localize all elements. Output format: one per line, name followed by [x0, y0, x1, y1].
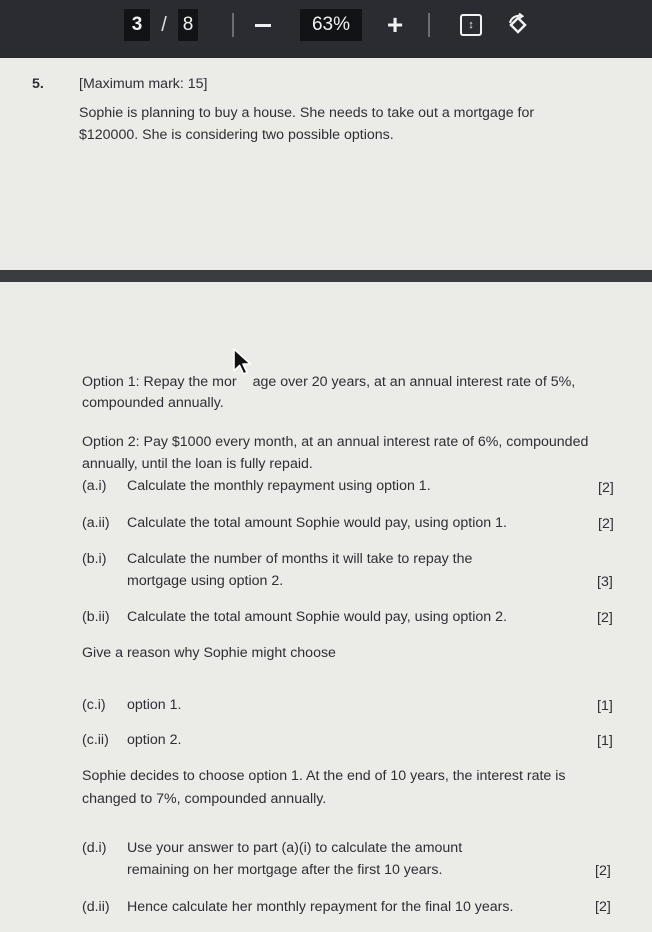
zoom-in-button[interactable]: + — [386, 9, 404, 40]
fit-page-icon: ↕ — [460, 14, 482, 36]
part-text: Use your answer to part (a)(i) to calculate the amount — [127, 840, 463, 856]
total-pages: 8 — [178, 9, 198, 41]
zoom-level-input[interactable]: 63% — [300, 9, 362, 41]
intro-line: $120000. She is considering two possible options. — [79, 127, 394, 143]
pdf-toolbar — [0, 0, 652, 58]
question-number: 5. — [32, 76, 44, 92]
part-marks: [2] — [597, 610, 613, 626]
part-text: Calculate the total amount Sophie would pay, using option 2. — [127, 609, 507, 625]
fit-page-button[interactable] — [454, 9, 488, 41]
page-separator: / — [161, 13, 167, 36]
part-text: Calculate the number of months it will take to repay the — [127, 551, 473, 567]
part-marks: [2] — [595, 899, 611, 915]
rate-change-text: Sophie decides to choose option 1. At the end of 10 years, the interest rate is — [82, 768, 566, 784]
option1-text — [82, 373, 575, 391]
part-marks: [2] — [598, 480, 614, 496]
part-label: (a.ii) — [82, 515, 110, 531]
mouse-cursor-icon — [232, 347, 254, 377]
current-page-input[interactable]: 3 — [124, 9, 150, 41]
part-label: (b.i) — [82, 551, 107, 567]
part-text: option 2. — [127, 732, 182, 748]
part-marks: [2] — [595, 863, 611, 879]
option2-text: annually, until the loan is fully repaid. — [82, 456, 313, 472]
rate-change-text: changed to 7%, compounded annually. — [82, 791, 327, 807]
part-text: option 1. — [127, 697, 182, 713]
part-text: Calculate the total amount Sophie would pay, using option 1. — [127, 515, 507, 531]
reason-prompt: Give a reason why Sophie might choose — [82, 645, 336, 661]
toolbar-divider — [232, 13, 234, 37]
maximum-mark: [Maximum mark: 15] — [79, 76, 208, 92]
part-text-continued: remaining on her mortgage after the first 10 years. — [127, 862, 443, 878]
part-label: (c.i) — [82, 697, 106, 713]
option2-text: Option 2: Pay $1000 every month, at an annual interest rate of 6%, compounded — [82, 434, 589, 450]
zoom-out-button[interactable] — [250, 9, 276, 41]
part-label: (a.i) — [82, 478, 107, 494]
part-marks: [3] — [597, 574, 613, 590]
part-marks: [1] — [597, 733, 613, 749]
rotate-icon — [505, 12, 531, 38]
intro-line: Sophie is planning to buy a house. She needs to take out a mortgage for — [79, 105, 535, 121]
part-label: (d.i) — [82, 840, 107, 856]
part-label: (d.ii) — [82, 899, 110, 915]
option1-text-start: Option 1: Repay the mor — [82, 374, 237, 390]
part-marks: [2] — [598, 516, 614, 532]
page-gap — [0, 270, 652, 282]
rotate-button[interactable] — [500, 9, 536, 41]
part-marks: [1] — [597, 698, 613, 714]
part-text-continued: mortgage using option 2. — [127, 573, 284, 589]
part-text: Hence calculate her monthly repayment for the final 10 years. — [127, 899, 514, 915]
toolbar-divider — [428, 13, 430, 37]
part-label: (c.ii) — [82, 732, 109, 748]
part-label: (b.ii) — [82, 609, 110, 625]
option1-text-end: age over 20 years, at an annual interest rate of 5%, — [252, 374, 576, 390]
option1-text: compounded annually. — [82, 395, 224, 411]
part-text: Calculate the monthly repayment using option 1. — [127, 478, 431, 494]
